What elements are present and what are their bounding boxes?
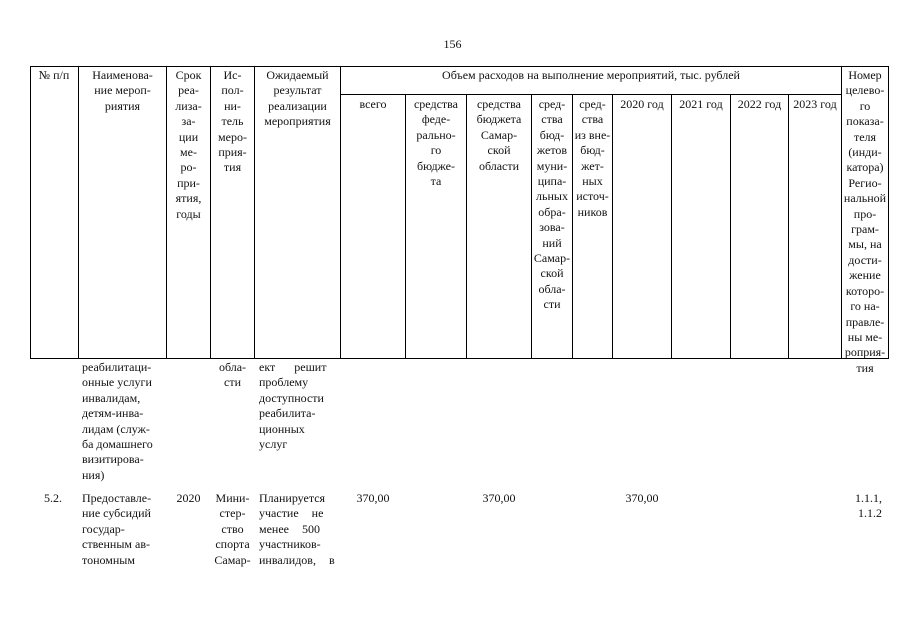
row-5-2-term: 2020: [176, 491, 201, 505]
header-municipal: сред- ства бюд- жетов муни- ципа- льных обра- зова- ний Самар- ской обла- сти: [533, 97, 571, 312]
row-5-2-num: 5.2.: [44, 491, 62, 505]
continuation-expected-result: ект решит проблему доступности реабилита- ционных услуг: [259, 360, 327, 452]
row-5-2-year-2020: 370,00: [625, 491, 659, 505]
col-divider: [612, 94, 613, 359]
page-number: 156: [443, 37, 462, 51]
col-divider: [888, 66, 889, 359]
header-expected-result: Ожидаемый результат реализации мероприятия: [264, 68, 331, 129]
expenses-subheader-border: [340, 94, 841, 95]
header-bottom-border: [30, 358, 889, 359]
header-term: Срок реа- лиза- за- ции ме- ро- при- ятия, годы: [175, 68, 202, 221]
row-5-2-regional: 370,00: [482, 491, 516, 505]
header-year-2020: 2020 год: [620, 97, 664, 111]
col-divider: [730, 94, 731, 359]
col-divider: [671, 94, 672, 359]
header-federal: средства феде- рально- го бюдже- та: [413, 97, 458, 189]
header-name: Наименова- ние мероп- риятия: [92, 68, 153, 113]
header-extrabudget: сред- ства из вне- бюд- жет- ных источ- ников: [574, 97, 611, 219]
header-regional: средства бюджета Самар- ской области: [476, 97, 522, 173]
header-year-2022: 2022 год: [737, 97, 782, 111]
table-top-border: [30, 66, 889, 67]
header-indicator: Номер целево- го показа- теля (инди- катора) Регио- нальной про- грам- мы, на дости- жение которо- го на- правле- ны ме- роприя- тия: [843, 68, 887, 375]
header-expenses-group: Объем расходов на выполнение мероприятий, тыс. рублей: [442, 68, 740, 82]
row-5-2-executor: Мини- стер- ство спорта Самар-: [214, 491, 251, 567]
col-divider: [30, 66, 31, 359]
continuation-name: реабилитаци- онные услуги инвалидам, детям-инва- лидам (служ- ба домашнего визитирова- ния): [82, 360, 153, 482]
row-5-2-total: 370,00: [356, 491, 390, 505]
header-num: № п/п: [38, 68, 70, 82]
row-5-2-indicator: 1.1.1, 1.1.2: [855, 491, 882, 521]
header-executor: Ис- пол- ни- тель меро- прия- тия: [218, 68, 247, 175]
header-total: всего: [359, 97, 387, 111]
header-year-2021: 2021 год: [679, 97, 723, 111]
row-5-2-expected-result: Планируется участие не менее 500 участников- инвалидов, в: [259, 491, 335, 567]
col-divider: [788, 94, 789, 359]
continuation-executor: обла- сти: [218, 360, 247, 390]
row-5-2-name: Предоставле- ние субсидий государ- ственным ав- тономным: [82, 491, 152, 567]
header-year-2023: 2023 год: [793, 97, 837, 111]
